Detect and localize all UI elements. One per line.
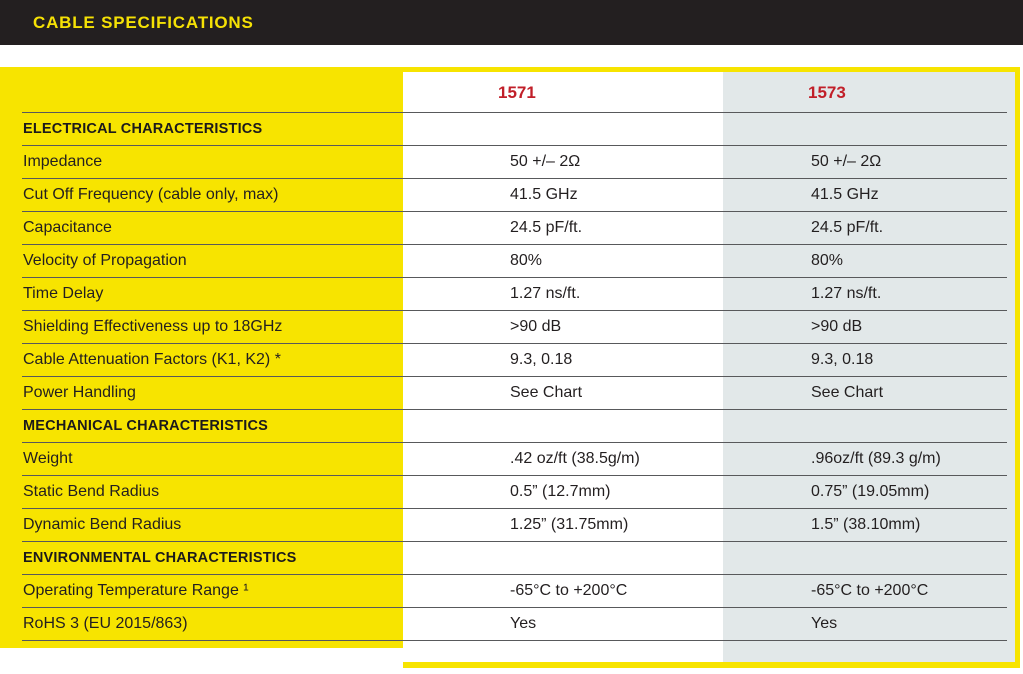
value-1573: See Chart xyxy=(811,384,884,401)
value-1573: -65°C to +200°C xyxy=(811,582,929,599)
title-bar xyxy=(0,0,1023,45)
value-1571: 0.5” (12.7mm) xyxy=(510,483,611,500)
value-1573: 50 +/– 2Ω xyxy=(811,153,882,170)
value-1573: .96oz/ft (89.3 g/m) xyxy=(811,450,941,467)
value-1573: 1.5” (38.10mm) xyxy=(811,516,921,533)
section-row-mechanical xyxy=(22,410,1007,443)
value-1573: >90 dB xyxy=(811,318,863,335)
table-row-capacitance xyxy=(22,212,1007,245)
column-header-1571: 1571 xyxy=(498,83,536,102)
row-label: Weight xyxy=(23,450,73,467)
table-row-power-handling xyxy=(22,377,1007,410)
table-row-dynamic-bend-radius xyxy=(22,509,1007,542)
section-title: ELECTRICAL CHARACTERISTICS xyxy=(23,121,263,137)
table-row-time-delay xyxy=(22,278,1007,311)
value-1571: 41.5 GHz xyxy=(510,186,578,203)
section-title: ENVIRONMENTAL CHARACTERISTICS xyxy=(23,550,297,566)
table-row-cable-attenuation-factors xyxy=(22,344,1007,377)
section-row-environmental xyxy=(22,542,1007,575)
value-1571: -65°C to +200°C xyxy=(510,582,628,599)
row-label: Cable Attenuation Factors (K1, K2) * xyxy=(23,351,281,368)
table-row-shielding-effectiveness xyxy=(22,311,1007,344)
row-label: Impedance xyxy=(23,153,103,170)
row-label: Time Delay xyxy=(23,285,104,302)
table-column-header-row xyxy=(22,72,1007,113)
value-1573: 0.75” (19.05mm) xyxy=(811,483,930,500)
value-1573: 24.5 pF/ft. xyxy=(811,219,884,236)
value-1571: 24.5 pF/ft. xyxy=(510,219,583,236)
row-label: RoHS 3 (EU 2015/863) xyxy=(23,615,188,632)
row-label: Power Handling xyxy=(23,384,136,401)
section-title: MECHANICAL CHARACTERISTICS xyxy=(23,418,268,434)
value-1573: 9.3, 0.18 xyxy=(811,351,874,368)
column-header-1573: 1573 xyxy=(808,83,846,102)
value-1571: 1.25” (31.75mm) xyxy=(510,516,629,533)
value-1571: 80% xyxy=(510,252,543,269)
value-1573: 1.27 ns/ft. xyxy=(811,285,882,302)
section-row-electrical xyxy=(22,113,1007,146)
row-label: Shielding Effectiveness up to 18GHz xyxy=(23,318,283,335)
table-row-rohs xyxy=(22,608,1007,641)
row-label: Operating Temperature Range ¹ xyxy=(23,582,249,599)
value-1571: 9.3, 0.18 xyxy=(510,351,573,368)
row-label: Velocity of Propagation xyxy=(23,252,187,269)
table-row-impedance xyxy=(22,146,1007,179)
value-1571: .42 oz/ft (38.5g/m) xyxy=(510,450,640,467)
value-1573: Yes xyxy=(811,615,838,632)
spec-table xyxy=(0,72,1023,641)
table-row-weight xyxy=(22,443,1007,476)
page-title: CABLE SPECIFICATIONS xyxy=(33,13,254,32)
value-1573: 80% xyxy=(811,252,844,269)
row-label: Cut Off Frequency (cable only, max) xyxy=(23,186,279,203)
table-row-operating-temperature-range xyxy=(22,575,1007,608)
value-1571: >90 dB xyxy=(510,318,562,335)
row-label: Capacitance xyxy=(23,219,112,236)
value-1571: See Chart xyxy=(510,384,583,401)
table-row-velocity-of-propagation xyxy=(22,245,1007,278)
table-row-static-bend-radius xyxy=(22,476,1007,509)
value-1573: 41.5 GHz xyxy=(811,186,879,203)
row-label: Static Bend Radius xyxy=(23,483,160,500)
value-1571: 50 +/– 2Ω xyxy=(510,153,581,170)
row-label: Dynamic Bend Radius xyxy=(23,516,182,533)
value-1571: 1.27 ns/ft. xyxy=(510,285,581,302)
value-1571: Yes xyxy=(510,615,537,632)
table-row-cutoff-frequency xyxy=(22,179,1007,212)
